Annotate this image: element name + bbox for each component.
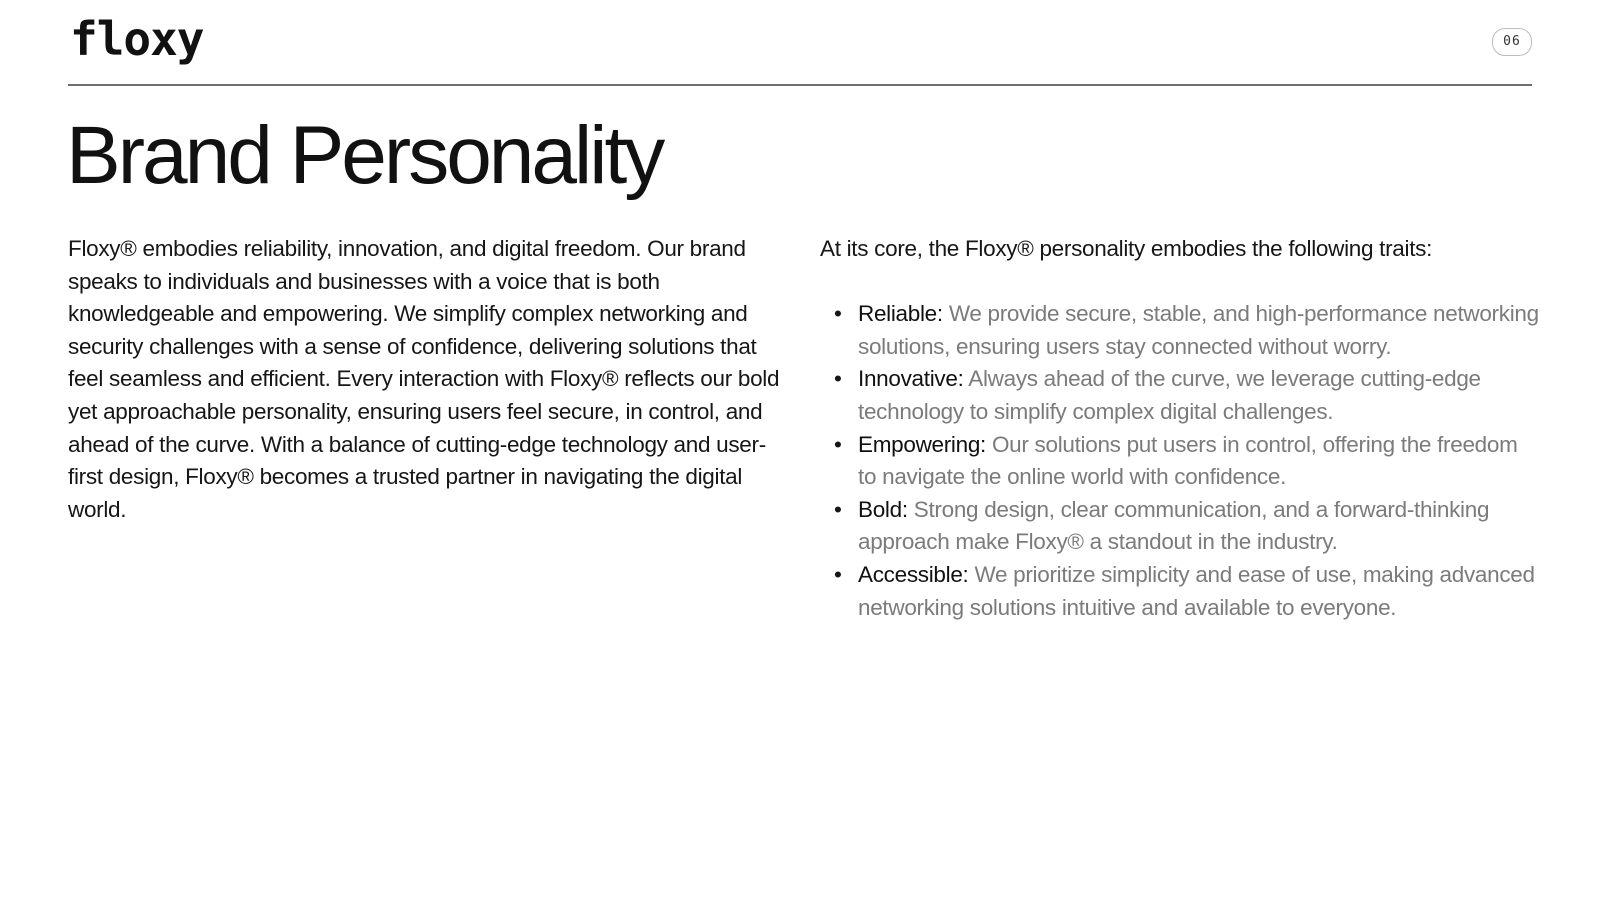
trait-description: Always ahead of the curve, we leverage cutting-edge technology to simplify complex digital challenges. — [858, 366, 1481, 424]
trait-description: Strong design, clear communication, and a forward-thinking approach make Floxy® a standout in the industry. — [858, 496, 1490, 555]
brand-description-paragraph: Floxy® embodies reliability, innovation, and digital freedom. Our brand speaks to individuals and businesses with a voice that is both knowledgeable and empowering. We simplify complex networking and security challenges with a sense of confidence, delivering solutions that feel seamless and efficient. Every interaction with Floxy® reflects our bold yet approachable personality, ensuring users feel secure, in control, and ahead of the curve. With a balance of cutting-edge technology and user-first design, Floxy® becomes a trusted partner in navigating the digital world. — [68, 236, 780, 522]
trait-name: Innovative: — [858, 366, 964, 392]
trait-name: Empowering: — [858, 431, 987, 457]
trait-name: Accessible: — [858, 561, 969, 587]
slide-header — [68, 0, 1532, 86]
trait-item-innovative — [858, 363, 1540, 428]
trait-item-empowering — [858, 429, 1540, 494]
traits-list — [820, 298, 1540, 624]
traits-column — [820, 233, 1540, 624]
trait-name: Bold: — [858, 496, 908, 522]
trait-description: We prioritize simplicity and ease of use, making advanced networking solutions intuitive and available to everyone. — [858, 561, 1535, 620]
page-number-badge: 06 — [1492, 28, 1532, 56]
trait-item-bold — [858, 494, 1540, 559]
trait-description: We provide secure, stable, and high-performance networking solutions, ensuring users stay connected without worry. — [858, 301, 1539, 359]
trait-item-reliable — [858, 298, 1540, 363]
trait-item-accessible — [858, 559, 1540, 624]
page-title: Brand Personality — [66, 110, 663, 201]
trait-name: Reliable: — [858, 301, 943, 327]
floxy-logo: floxy — [70, 12, 204, 66]
trait-description: Our solutions put users in control, offering the freedom to navigate the online world with confidence. — [858, 431, 1518, 490]
traits-intro: At its core, the Floxy® personality embodies the following traits: — [820, 236, 1433, 261]
